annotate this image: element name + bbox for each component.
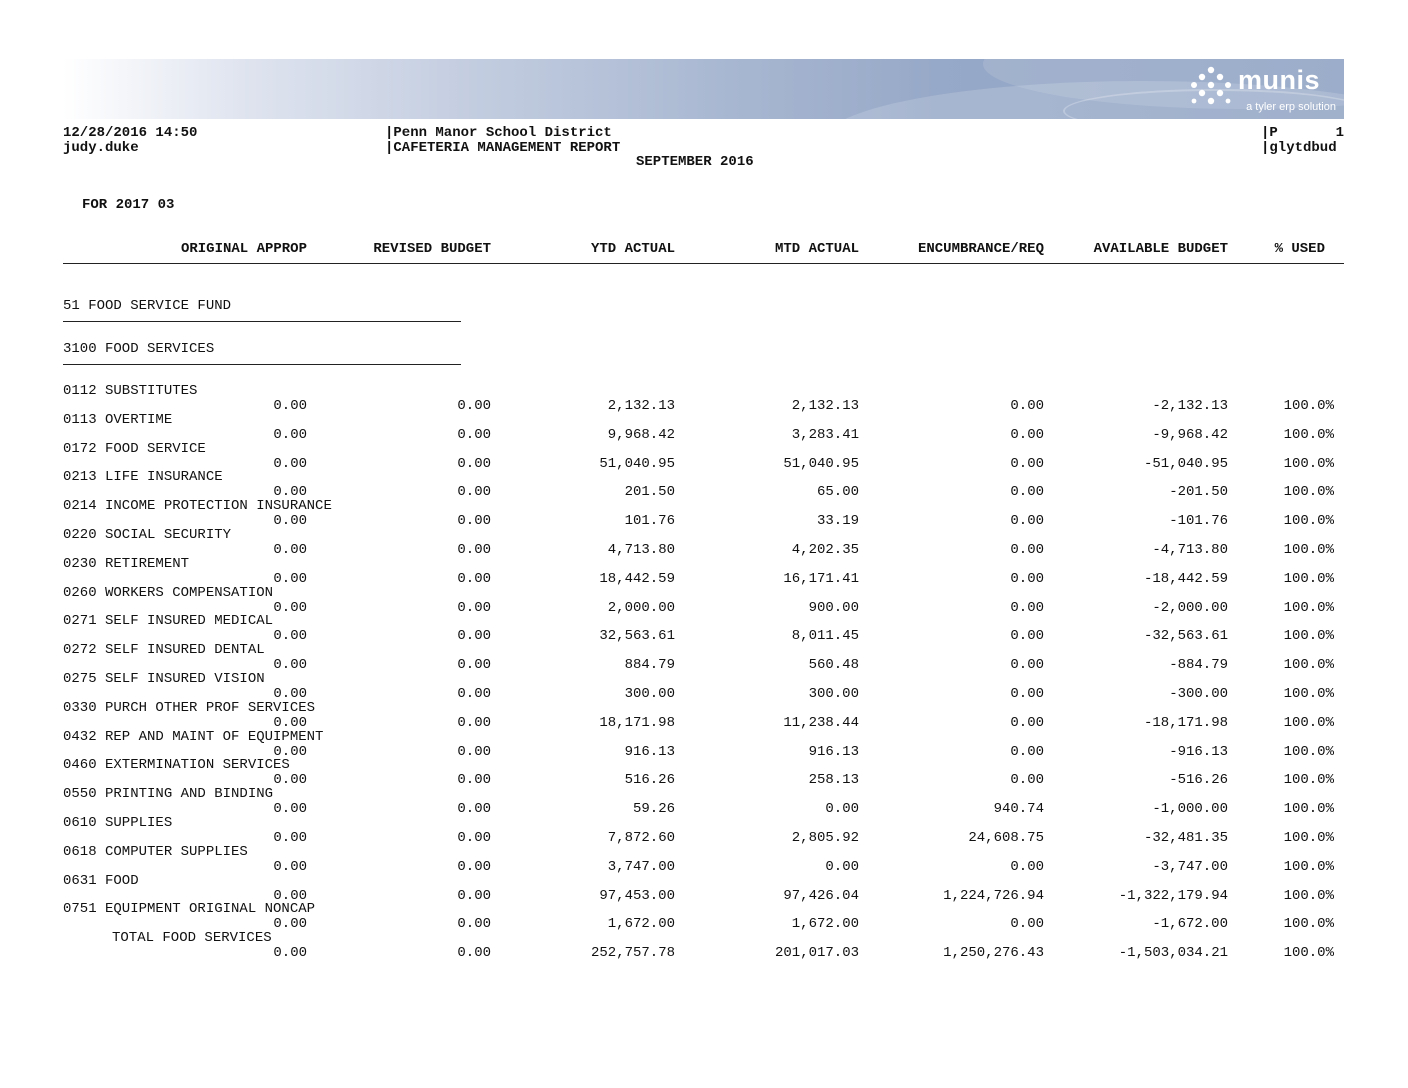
cell-mtd-actual: 4,202.35 (791, 542, 859, 558)
row-label: 0460 EXTERMINATION SERVICES (63, 757, 290, 773)
report-user: judy.duke (63, 140, 139, 156)
row-label: 0272 SELF INSURED DENTAL (63, 642, 265, 658)
cell-ytd-actual: 1,672.00 (607, 916, 675, 932)
cell-revised-budget: 0.00 (457, 542, 491, 558)
cell-mtd-actual: 900.00 (808, 600, 859, 616)
cell-mtd-actual: 11,238.44 (783, 715, 859, 731)
cell-revised-budget: 0.00 (457, 657, 491, 673)
cell-encumbrance: 0.00 (1010, 600, 1044, 616)
cell-percent-used: 100.0% (1283, 456, 1334, 472)
row-label: 0172 FOOD SERVICE (63, 441, 206, 457)
row-label: 0751 EQUIPMENT ORIGINAL NONCAP (63, 901, 316, 917)
cell-percent-used: 100.0% (1283, 772, 1334, 788)
row-label: 0432 REP AND MAINT OF EQUIPMENT (63, 729, 324, 745)
report-title: |CAFETERIA MANAGEMENT REPORT (385, 140, 621, 156)
cell-percent-used: 100.0% (1283, 542, 1334, 558)
cell-encumbrance: 0.00 (1010, 715, 1044, 731)
col-header-ytd-actual: YTD ACTUAL (590, 241, 675, 257)
cell-original-approp: 0.00 (273, 571, 307, 587)
cell-revised-budget: 0.00 (457, 398, 491, 414)
report-datetime: 12/28/2016 14:50 (63, 125, 198, 141)
cell-revised-budget: 0.00 (457, 686, 491, 702)
cell-mtd-actual: 2,132.13 (791, 398, 859, 414)
cell-revised-budget: 0.00 (457, 830, 491, 846)
row-label: 0113 OVERTIME (63, 412, 173, 428)
cell-original-approp: 0.00 (273, 686, 307, 702)
cell-percent-used: 100.0% (1283, 859, 1334, 875)
row-label: 0618 COMPUTER SUPPLIES (63, 844, 248, 860)
function-heading: 3100 FOOD SERVICES (63, 341, 215, 357)
cell-original-approp: 0.00 (273, 628, 307, 644)
report-code: |glytdbud (1261, 140, 1337, 156)
cell-mtd-actual: 8,011.45 (791, 628, 859, 644)
cell-percent-used: 100.0% (1283, 888, 1334, 904)
cell-original-approp: 0.00 (273, 916, 307, 932)
cell-available-budget: -516.26 (1169, 772, 1228, 788)
cell-encumbrance: 1,224,726.94 (943, 888, 1044, 904)
cell-original-approp: 0.00 (273, 715, 307, 731)
cell-mtd-actual: 916.13 (808, 744, 859, 760)
cell-ytd-actual: 7,872.60 (607, 830, 675, 846)
cell-available-budget: -51,040.95 (1143, 456, 1228, 472)
cell-available-budget: -916.13 (1169, 744, 1228, 760)
cell-available-budget: -201.50 (1169, 484, 1228, 500)
cell-percent-used: 100.0% (1283, 715, 1334, 731)
cell-original-approp: 0.00 (273, 657, 307, 673)
cell-ytd-actual: 201.50 (624, 484, 675, 500)
cell-ytd-actual: 4,713.80 (607, 542, 675, 558)
cell-encumbrance: 940.74 (993, 801, 1044, 817)
cell-available-budget: -32,563.61 (1143, 628, 1228, 644)
cell-available-budget: -1,672.00 (1152, 916, 1228, 932)
cell-original-approp: 0.00 (273, 801, 307, 817)
cell-revised-budget: 0.00 (457, 600, 491, 616)
cell-revised-budget: 0.00 (457, 715, 491, 731)
total-label: TOTAL FOOD SERVICES (112, 930, 272, 946)
cell-revised-budget: 0.00 (457, 888, 491, 904)
row-label: 0220 SOCIAL SECURITY (63, 527, 232, 543)
cell-percent-used: 100.0% (1283, 600, 1334, 616)
row-label: 0271 SELF INSURED MEDICAL (63, 613, 274, 629)
row-label: 0631 FOOD (63, 873, 139, 889)
col-header-encumbrance: ENCUMBRANCE/REQ (917, 241, 1044, 257)
cell-percent-used: 100.0% (1283, 830, 1334, 846)
cell-revised-budget: 0.00 (457, 571, 491, 587)
cell-available-budget: -4,713.80 (1152, 542, 1228, 558)
page-number: 1 (1335, 125, 1344, 141)
cell-encumbrance: 0.00 (1010, 571, 1044, 587)
cell-encumbrance: 0.00 (1010, 542, 1044, 558)
cell-mtd-actual: 2,805.92 (791, 830, 859, 846)
cell-available-budget: -18,442.59 (1143, 571, 1228, 587)
cell-available-budget: -32,481.35 (1143, 830, 1228, 846)
col-header-original-approp: ORIGINAL APPROP (180, 241, 307, 257)
cell-mtd-actual: 0.00 (825, 801, 859, 817)
total-ytd-actual: 252,757.78 (590, 945, 675, 961)
cell-encumbrance: 24,608.75 (968, 830, 1044, 846)
col-header-percent-used: % USED (1274, 241, 1325, 257)
cell-encumbrance: 0.00 (1010, 398, 1044, 414)
cell-original-approp: 0.00 (273, 772, 307, 788)
cell-encumbrance: 0.00 (1010, 657, 1044, 673)
cell-original-approp: 0.00 (273, 744, 307, 760)
fund-heading: 51 FOOD SERVICE FUND (63, 298, 232, 314)
cell-revised-budget: 0.00 (457, 801, 491, 817)
total-revised-budget: 0.00 (457, 945, 491, 961)
cell-encumbrance: 0.00 (1010, 744, 1044, 760)
col-header-mtd-actual: MTD ACTUAL (774, 241, 859, 257)
cell-percent-used: 100.0% (1283, 916, 1334, 932)
cell-revised-budget: 0.00 (457, 484, 491, 500)
cell-original-approp: 0.00 (273, 513, 307, 529)
cell-available-budget: -300.00 (1169, 686, 1228, 702)
cell-mtd-actual: 560.48 (808, 657, 859, 673)
total-available-budget: -1,503,034.21 (1118, 945, 1228, 961)
cell-percent-used: 100.0% (1283, 513, 1334, 529)
cell-encumbrance: 0.00 (1010, 859, 1044, 875)
cell-available-budget: -1,000.00 (1152, 801, 1228, 817)
cell-mtd-actual: 33.19 (816, 513, 859, 529)
cell-mtd-actual: 3,283.41 (791, 427, 859, 443)
cell-percent-used: 100.0% (1283, 571, 1334, 587)
cell-original-approp: 0.00 (273, 484, 307, 500)
cell-encumbrance: 0.00 (1010, 628, 1044, 644)
cell-percent-used: 100.0% (1283, 744, 1334, 760)
cell-ytd-actual: 916.13 (624, 744, 675, 760)
row-label: 0213 LIFE INSURANCE (63, 469, 223, 485)
cell-revised-budget: 0.00 (457, 427, 491, 443)
cell-revised-budget: 0.00 (457, 916, 491, 932)
total-original-approp: 0.00 (273, 945, 307, 961)
cell-available-budget: -9,968.42 (1152, 427, 1228, 443)
cell-ytd-actual: 97,453.00 (599, 888, 675, 904)
cell-mtd-actual: 51,040.95 (783, 456, 859, 472)
cell-ytd-actual: 59.26 (632, 801, 675, 817)
row-label: 0230 RETIREMENT (63, 556, 190, 572)
cell-available-budget: -3,747.00 (1152, 859, 1228, 875)
col-header-revised-budget: REVISED BUDGET (373, 241, 491, 257)
total-encumbrance: 1,250,276.43 (943, 945, 1044, 961)
cell-encumbrance: 0.00 (1010, 427, 1044, 443)
cell-revised-budget: 0.00 (457, 628, 491, 644)
cell-encumbrance: 0.00 (1010, 513, 1044, 529)
cell-percent-used: 100.0% (1283, 427, 1334, 443)
cell-revised-budget: 0.00 (457, 772, 491, 788)
cell-original-approp: 0.00 (273, 398, 307, 414)
cell-original-approp: 0.00 (273, 859, 307, 875)
cell-encumbrance: 0.00 (1010, 916, 1044, 932)
cell-ytd-actual: 2,132.13 (607, 398, 675, 414)
cell-revised-budget: 0.00 (457, 744, 491, 760)
total-percent-used: 100.0% (1283, 945, 1334, 961)
cell-revised-budget: 0.00 (457, 513, 491, 529)
logo-tagline: a tyler erp solution (1246, 101, 1336, 113)
cell-available-budget: -18,171.98 (1143, 715, 1228, 731)
cell-encumbrance: 0.00 (1010, 772, 1044, 788)
cell-percent-used: 100.0% (1283, 657, 1334, 673)
cell-percent-used: 100.0% (1283, 801, 1334, 817)
district-name: |Penn Manor School District (385, 125, 612, 141)
cell-ytd-actual: 3,747.00 (607, 859, 675, 875)
cell-ytd-actual: 18,171.98 (599, 715, 675, 731)
cell-percent-used: 100.0% (1283, 484, 1334, 500)
cell-available-budget: -1,322,179.94 (1118, 888, 1228, 904)
page-label: |P (1261, 125, 1278, 141)
row-label: 0550 PRINTING AND BINDING (63, 786, 274, 802)
cell-ytd-actual: 300.00 (624, 686, 675, 702)
cell-revised-budget: 0.00 (457, 456, 491, 472)
cell-mtd-actual: 65.00 (816, 484, 859, 500)
cell-encumbrance: 0.00 (1010, 484, 1044, 500)
cell-encumbrance: 0.00 (1010, 456, 1044, 472)
report-period: SEPTEMBER 2016 (636, 154, 754, 170)
cell-mtd-actual: 97,426.04 (783, 888, 859, 904)
cell-available-budget: -2,000.00 (1152, 600, 1228, 616)
cell-ytd-actual: 516.26 (624, 772, 675, 788)
cell-percent-used: 100.0% (1283, 398, 1334, 414)
cell-ytd-actual: 18,442.59 (599, 571, 675, 587)
cell-original-approp: 0.00 (273, 427, 307, 443)
cell-original-approp: 0.00 (273, 600, 307, 616)
logo-wordmark: munis (1238, 65, 1321, 95)
cell-mtd-actual: 258.13 (808, 772, 859, 788)
cell-original-approp: 0.00 (273, 542, 307, 558)
cell-mtd-actual: 300.00 (808, 686, 859, 702)
cell-mtd-actual: 1,672.00 (791, 916, 859, 932)
row-label: 0610 SUPPLIES (63, 815, 173, 831)
cell-ytd-actual: 9,968.42 (607, 427, 675, 443)
cell-available-budget: -2,132.13 (1152, 398, 1228, 414)
row-label: 0214 INCOME PROTECTION INSURANCE (63, 498, 332, 514)
cell-original-approp: 0.00 (273, 888, 307, 904)
cell-ytd-actual: 884.79 (624, 657, 675, 673)
col-header-available-budget: AVAILABLE BUDGET (1093, 241, 1228, 257)
cell-percent-used: 100.0% (1283, 686, 1334, 702)
cell-ytd-actual: 51,040.95 (599, 456, 675, 472)
cell-ytd-actual: 32,563.61 (599, 628, 675, 644)
row-label: 0330 PURCH OTHER PROF SERVICES (63, 700, 316, 716)
total-mtd-actual: 201,017.03 (774, 945, 859, 961)
cell-ytd-actual: 2,000.00 (607, 600, 675, 616)
cell-ytd-actual: 101.76 (624, 513, 675, 529)
cell-percent-used: 100.0% (1283, 628, 1334, 644)
cell-revised-budget: 0.00 (457, 859, 491, 875)
row-label: 0275 SELF INSURED VISION (63, 671, 265, 687)
row-label: 0260 WORKERS COMPENSATION (63, 585, 274, 601)
for-period: FOR 2017 03 (82, 197, 175, 213)
row-label: 0112 SUBSTITUTES (63, 383, 198, 399)
cell-original-approp: 0.00 (273, 830, 307, 846)
cell-original-approp: 0.00 (273, 456, 307, 472)
cell-available-budget: -101.76 (1169, 513, 1228, 529)
cell-mtd-actual: 0.00 (825, 859, 859, 875)
cell-available-budget: -884.79 (1169, 657, 1228, 673)
cell-mtd-actual: 16,171.41 (783, 571, 859, 587)
cell-encumbrance: 0.00 (1010, 686, 1044, 702)
